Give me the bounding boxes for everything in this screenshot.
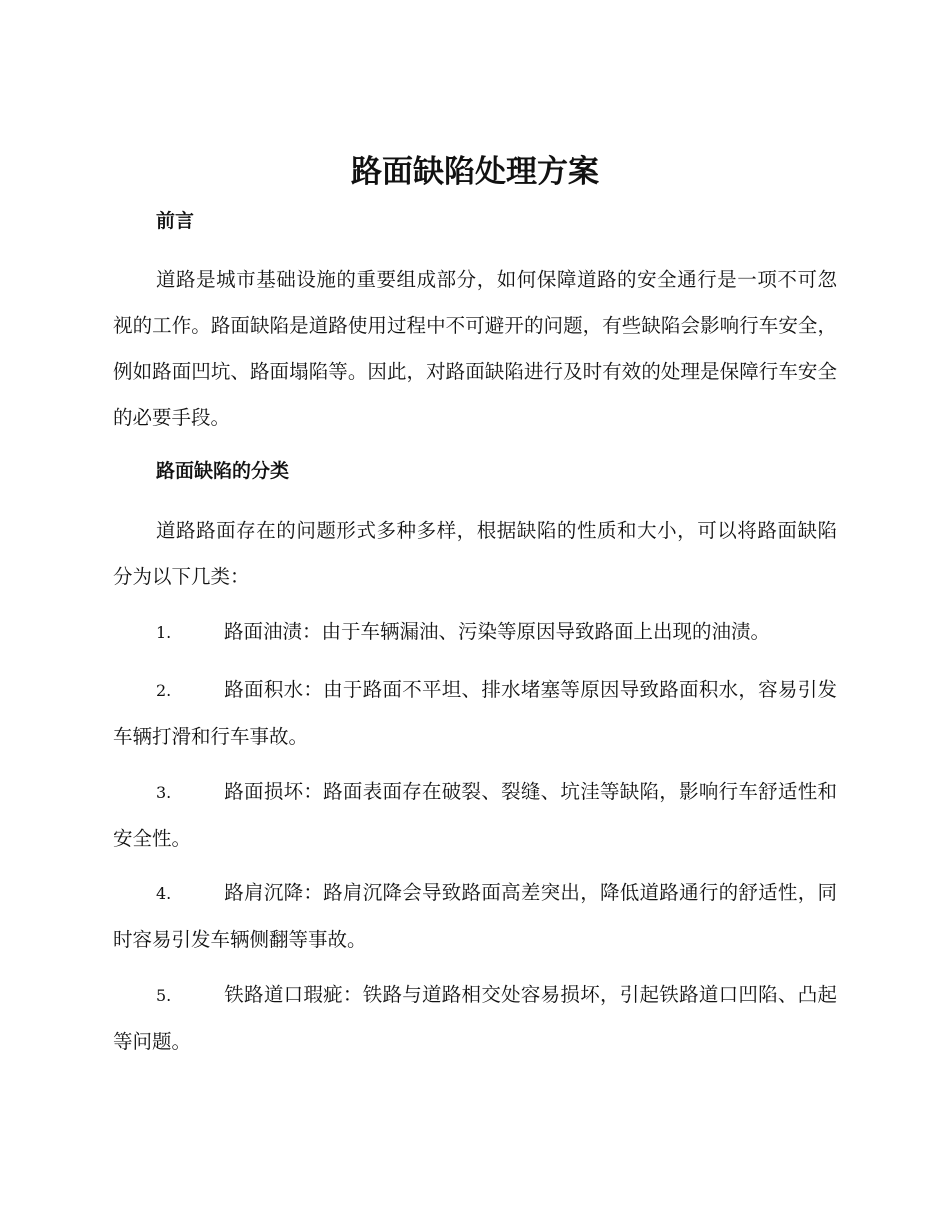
list-item-text: 路面积水：由于路面不平坦、排水堵塞等原因导致路面积水，容易引发车辆打滑和行车事故。: [113, 678, 837, 748]
list-item: [113, 870, 837, 963]
list-item-text: 铁路道口瑕疵：铁路与道路相交处容易损坏，引起铁路道口凹陷、凸起等问题。: [113, 983, 837, 1053]
preface-paragraph: 道路是城市基础设施的重要组成部分，如何保障道路的安全通行是一项不可忽视的工作。路面缺陷是道路使用过程中不可避开的问题，有些缺陷会影响行车安全，例如路面凹坑、路面塌陷等。因此，对路面缺陷进行及时有效的处理是保障行车安全的必要手段。: [113, 268, 837, 429]
list-item-number: 2.: [156, 681, 172, 700]
list-item: [113, 972, 837, 1065]
list-item: [113, 609, 837, 656]
document-title: 路面缺陷处理方案: [351, 154, 599, 190]
section-heading-classification: 路面缺陷的分类: [156, 460, 290, 482]
list-item-number: 3.: [156, 783, 172, 802]
list-item: [113, 769, 837, 862]
list-item-text: 路面损坏：路面表面存在破裂、裂缝、坑洼等缺陷，影响行车舒适性和安全性。: [113, 780, 837, 850]
list-item-number: 5.: [156, 986, 172, 1005]
list-item-number: 1.: [156, 623, 172, 642]
classification-paragraph: 道路路面存在的问题形式多种多样，根据缺陷的性质和大小，可以将路面缺陷分为以下几类：: [113, 519, 837, 588]
list-item: [113, 667, 837, 760]
section-heading-preface: 前言: [156, 210, 195, 232]
list-item-text: 路面油渍：由于车辆漏油、污染等原因导致路面上出现的油渍。: [224, 620, 771, 643]
list-item-number: 4.: [156, 884, 172, 903]
list-item-text: 路肩沉降：路肩沉降会导致路面高差突出，降低道路通行的舒适性，同时容易引发车辆侧翻等事故。: [113, 881, 837, 951]
